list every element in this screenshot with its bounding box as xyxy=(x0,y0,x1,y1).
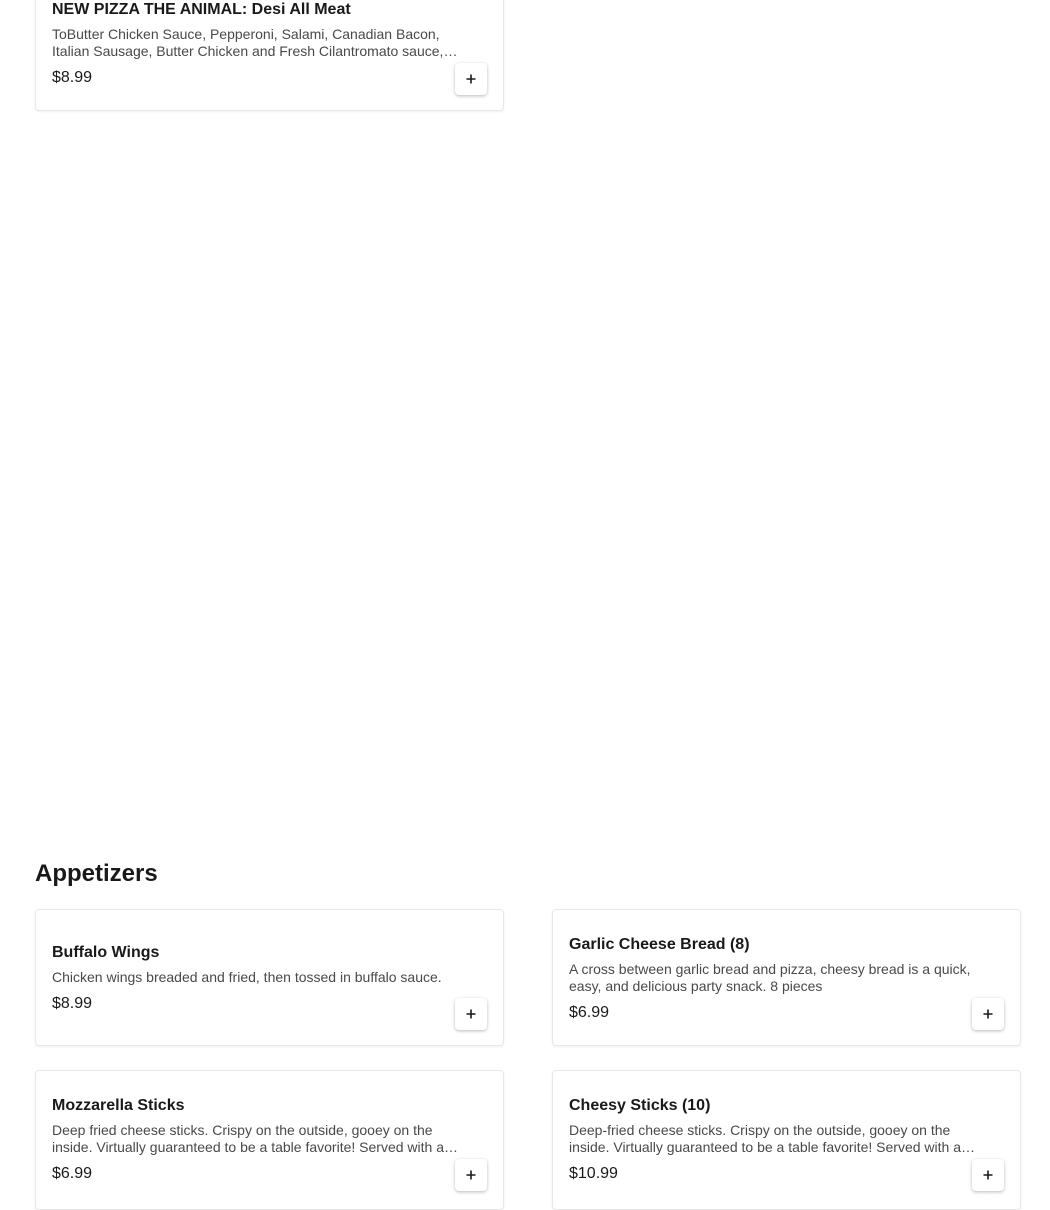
menu-item-price: $10.99 xyxy=(569,1165,618,1182)
menu-item-description: Chicken wings breaded and fried, then tossed in buffalo sauce. xyxy=(52,969,442,985)
add-to-cart-button[interactable] xyxy=(455,63,487,95)
menu-item-card[interactable] xyxy=(552,909,1021,1046)
add-to-cart-button[interactable] xyxy=(972,998,1004,1030)
menu-item-card[interactable] xyxy=(35,909,504,1046)
menu-item-description: Deep-fried cheese sticks. Crispy on the outside, gooey on the inside. Virtually guaranteed to be a table favorite! Served with a xyxy=(569,1122,961,1155)
menu-item-price: $8.99 xyxy=(52,995,93,1012)
menu-item-description: ToButter Chicken Sauce, Pepperoni, Salami, Canadian Bacon, Italian Sausage, Butter Chicken and Fresh Cilantromato sauce, xyxy=(52,26,444,59)
plus-icon xyxy=(983,1170,993,1180)
menu-item-price: $8.99 xyxy=(52,69,93,86)
plus-icon xyxy=(466,74,476,84)
add-to-cart-button[interactable] xyxy=(455,998,487,1030)
plus-icon xyxy=(466,1170,476,1180)
menu-item-name: Mozzarella Sticks xyxy=(52,1097,185,1114)
menu-item-name: Buffalo Wings xyxy=(52,944,160,961)
plus-icon xyxy=(466,1009,476,1019)
add-to-cart-button[interactable] xyxy=(455,1159,487,1191)
menu-item-description: A cross between garlic bread and pizza, cheesy bread is a quick, easy, and delicious party snack. 8 pieces xyxy=(569,961,971,994)
menu-item-price: $6.99 xyxy=(569,1004,610,1021)
add-to-cart-button[interactable] xyxy=(972,1159,1004,1191)
menu-item-name: Garlic Cheese Bread (8) xyxy=(569,936,750,953)
menu-item-card[interactable] xyxy=(35,0,504,111)
plus-icon xyxy=(983,1009,993,1019)
menu-item-price: $6.99 xyxy=(52,1165,93,1182)
menu-item-card[interactable] xyxy=(35,1070,504,1210)
menu-item-name: Cheesy Sticks (10) xyxy=(569,1097,711,1114)
section-title: Appetizers xyxy=(35,860,158,887)
menu-item-card[interactable] xyxy=(552,1070,1021,1210)
menu-item-name: NEW PIZZA THE ANIMAL: Desi All Meat xyxy=(52,1,351,18)
menu-item-description: Deep fried cheese sticks. Crispy on the outside, gooey on the inside. Virtually guaranteed to be a table favorite! Served with a xyxy=(52,1122,444,1155)
